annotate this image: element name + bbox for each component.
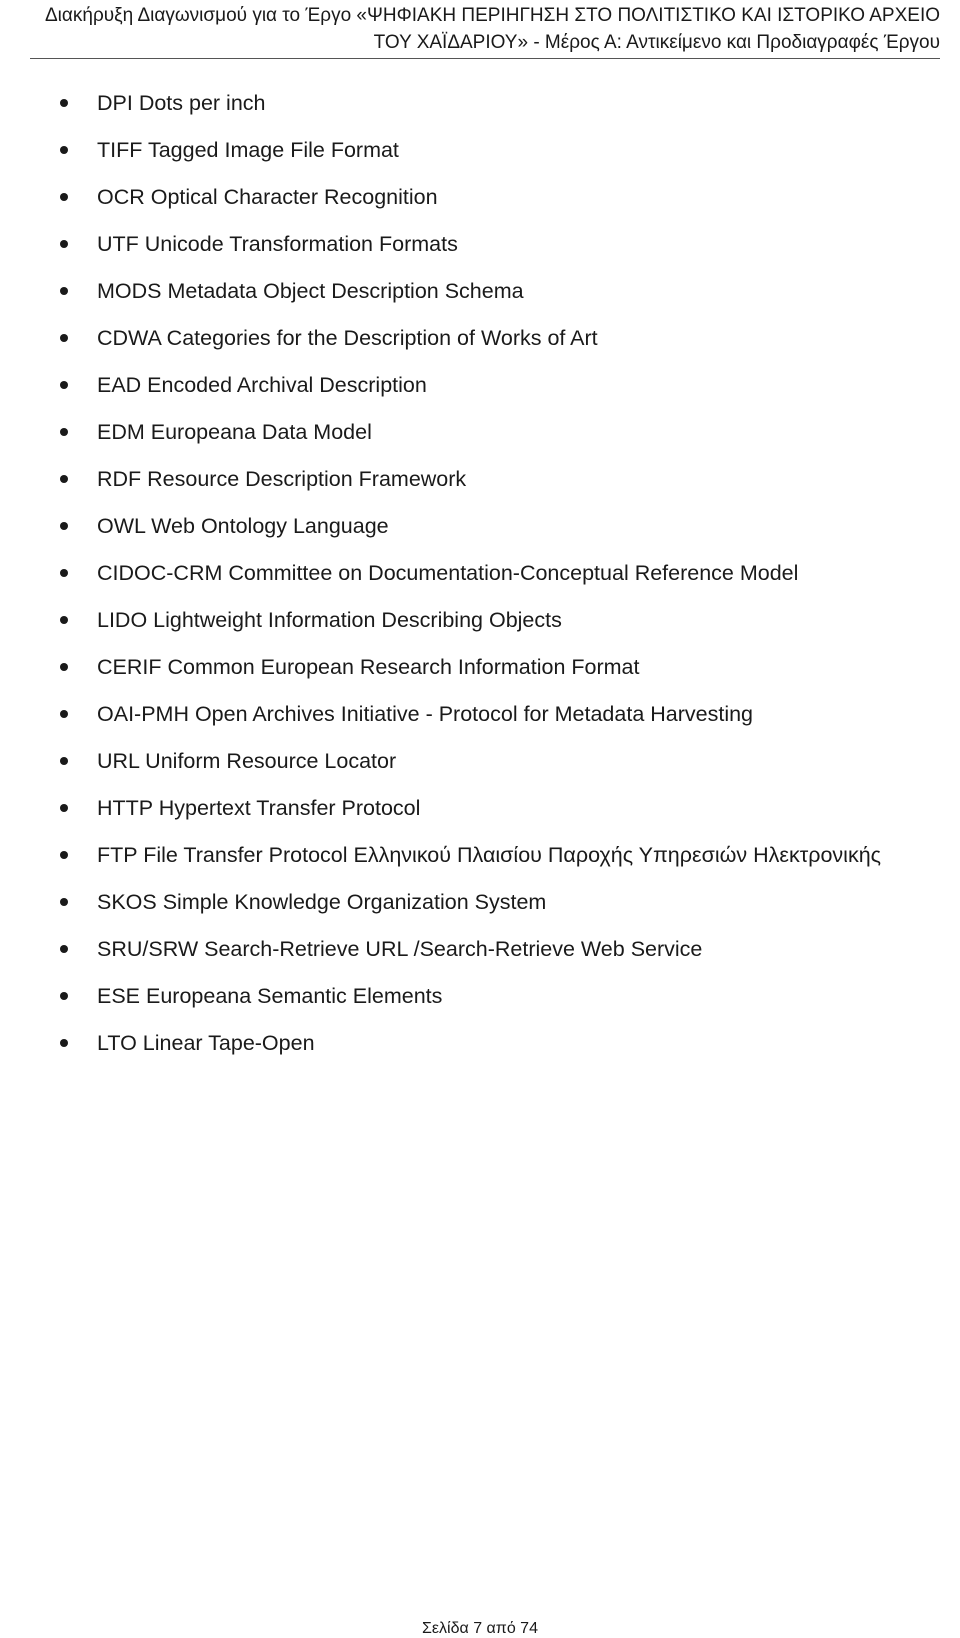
list-item-text: UTF Unicode Transformation Formats	[97, 232, 458, 256]
list-item-text: HTTP Hypertext Transfer Protocol	[97, 796, 421, 820]
list-item	[60, 276, 955, 307]
bullet-icon	[60, 240, 68, 248]
bullet-icon	[60, 287, 68, 295]
list-item-text: CIDOC-CRM Committee on Documentation-Conceptual Reference Model	[97, 561, 799, 585]
header-title-line1: Διακήρυξη Διαγωνισμού για το Έργο «ΨΗΦΙΑΚΗ ΠΕΡΙΗΓΗΣΗ ΣΤΟ ΠΟΛΙΤΙΣΤΙΚΟ ΚΑΙ ΙΣΤΟΡΙΚΟ ΑΡΧΕΙΟ	[44, 5, 940, 26]
list-item	[60, 699, 955, 730]
list-item-text: TIFF Tagged Image File Format	[97, 138, 399, 162]
bullet-icon	[60, 945, 68, 953]
bullet-icon	[60, 663, 68, 671]
list-item-text: ESE Europeana Semantic Elements	[97, 984, 443, 1008]
bullet-icon	[60, 193, 68, 201]
bullet-icon	[60, 569, 68, 577]
list-item	[60, 840, 955, 871]
list-item-text: MODS Metadata Object Description Schema	[97, 279, 524, 303]
list-item	[60, 511, 955, 542]
list-item	[60, 464, 955, 495]
bullet-icon	[60, 475, 68, 483]
list-item-text: LTO Linear Tape-Open	[97, 1031, 315, 1055]
bullet-icon	[60, 710, 68, 718]
bullet-icon	[60, 804, 68, 812]
list-item	[60, 605, 955, 636]
list-item	[60, 558, 955, 589]
bullet-icon	[60, 851, 68, 859]
list-item	[60, 746, 955, 777]
header-divider	[30, 58, 940, 59]
list-item-text: EDM Europeana Data Model	[97, 420, 372, 444]
bullet-icon	[60, 381, 68, 389]
list-item-text: CDWA Categories for the Description of Works of Art	[97, 326, 598, 350]
list-item-text: SRU/SRW Search-Retrieve URL /Search-Retrieve Web Service	[97, 937, 703, 961]
bullet-icon	[60, 428, 68, 436]
list-item	[60, 88, 955, 119]
list-item	[60, 981, 955, 1012]
bullet-icon	[60, 757, 68, 765]
list-item	[60, 652, 955, 683]
header-title-line2: ΤΟΥ ΧΑΪΔΑΡΙΟΥ» - Μέρος Α: Αντικείμενο και Προδιαγραφές Έργου	[373, 32, 940, 53]
bullet-icon	[60, 616, 68, 624]
list-item-text: FTP File Transfer Protocol Ελληνικού Πλαισίου Παροχής Υπηρεσιών Ηλεκτρονικής	[97, 843, 882, 867]
bullet-icon	[60, 146, 68, 154]
list-item-text: URL Uniform Resource Locator	[97, 749, 397, 773]
list-item	[60, 370, 955, 401]
page-number: Σελίδα 7 από 74	[422, 1620, 538, 1637]
list-item	[60, 793, 955, 824]
list-item-text: LIDO Lightweight Information Describing Objects	[97, 608, 562, 632]
bullet-icon	[60, 898, 68, 906]
list-item-text: SKOS Simple Knowledge Organization System	[97, 890, 547, 914]
bullet-icon	[60, 1039, 68, 1047]
list-item	[60, 135, 955, 166]
list-item-text: DPI Dots per inch	[97, 91, 266, 115]
list-item-text: OAI-PMH Open Archives Initiative - Protocol for Metadata Harvesting	[97, 702, 754, 726]
list-item	[60, 934, 955, 965]
list-item	[60, 182, 955, 213]
abbreviation-list	[60, 88, 955, 1075]
bullet-icon	[60, 334, 68, 342]
list-item-text: RDF Resource Description Framework	[97, 467, 467, 491]
list-item	[60, 229, 955, 260]
list-item-text: EAD Encoded Archival Description	[97, 373, 427, 397]
list-item-text: CERIF Common European Research Information Format	[97, 655, 640, 679]
list-item	[60, 417, 955, 448]
bullet-icon	[60, 522, 68, 530]
list-item	[60, 887, 955, 918]
list-item	[60, 323, 955, 354]
list-item-text: OWL Web Ontology Language	[97, 514, 389, 538]
list-item	[60, 1028, 955, 1059]
bullet-icon	[60, 992, 68, 1000]
page-header	[45, 2, 940, 56]
list-item-text: OCR Optical Character Recognition	[97, 185, 438, 209]
bullet-icon	[60, 99, 68, 107]
